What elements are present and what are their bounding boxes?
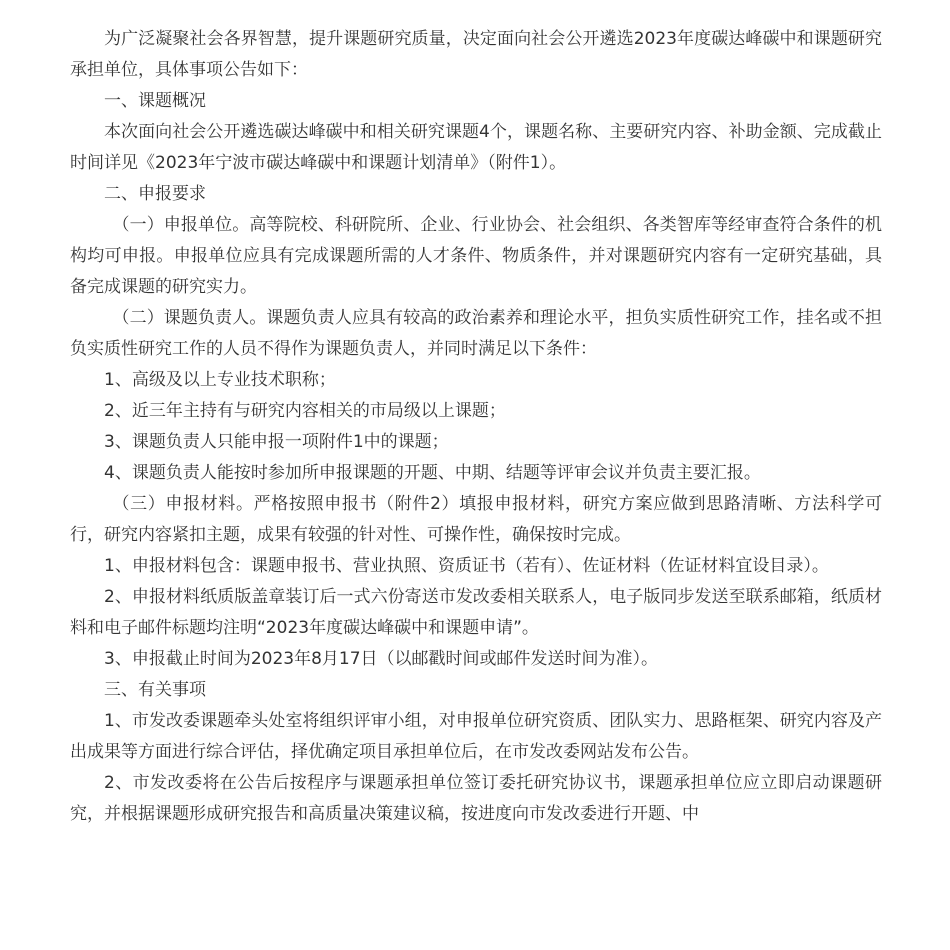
requirement-applicant-unit: （一）申报单位。高等院校、科研院所、企业、行业协会、社会组织、各类智库等经审查符合条件的机构均可申报。申报单位应具有完成课题所需的人才条件、物质条件，并对课题研究内容有一定研究基础，具备完成课题的研究实力。 — [70, 215, 882, 297]
leader-condition-4: 4、课题负责人能按时参加所申报课题的开题、中期、结题等评审会议并负责主要汇报。 — [104, 463, 761, 483]
materials-item-2: 2、申报材料纸质版盖章装订后一式六份寄送市发改委相关联系人，电子版同步发送至联系邮箱，纸质材料和电子邮件标题均注明“2023年度碳达峰碳中和课题申请”。 — [70, 587, 882, 638]
leader-condition-1: 1、高级及以上专业技术职称； — [104, 370, 336, 390]
intro-paragraph: 为广泛凝聚社会各界智慧，提升课题研究质量，决定面向社会公开遴选2023年度碳达峰碳中和课题研究承担单位，具体事项公告如下： — [70, 29, 882, 80]
section-heading-matters: 三、有关事项 — [104, 680, 206, 700]
materials-item-3: 3、申报截止时间为2023年8月17日（以邮戳时间或邮件发送时间为准）。 — [104, 649, 659, 669]
announcement-body — [70, 24, 882, 830]
leader-condition-3: 3、课题负责人只能申报一项附件1中的课题； — [104, 432, 449, 452]
leader-condition-2: 2、近三年主持有与研究内容相关的市局级以上课题； — [104, 401, 506, 421]
requirement-materials: （三）申报材料。严格按照申报书（附件2）填报申报材料，研究方案应做到思路清晰、方法科学可行，研究内容紧扣主题，成果有较强的针对性、可操作性，确保按时完成。 — [70, 494, 882, 545]
materials-item-1: 1、申报材料包含：课题申报书、营业执照、资质证书（若有）、佐证材料（佐证材料宜设目录）。 — [104, 556, 829, 576]
matters-item-2: 2、市发改委将在公告后按程序与课题承担单位签订委托研究协议书，课题承担单位应立即启动课题研究，并根据课题形成研究报告和高质量决策建议稿，按进度向市发改委进行开题、中 — [70, 773, 882, 824]
requirement-project-leader: （二）课题负责人。课题负责人应具有较高的政治素养和理论水平，担负实质性研究工作，挂名或不担负实质性研究工作的人员不得作为课题负责人，并同时满足以下条件： — [70, 308, 882, 359]
overview-paragraph: 本次面向社会公开遴选碳达峰碳中和相关研究课题4个，课题名称、主要研究内容、补助金额、完成截止时间详见《2023年宁波市碳达峰碳中和课题计划清单》（附件1）。 — [70, 122, 882, 173]
section-heading-requirements: 二、申报要求 — [104, 184, 206, 204]
matters-item-1: 1、市发改委课题牵头处室将组织评审小组，对申报单位研究资质、团队实力、思路框架、研究内容及产出成果等方面进行综合评估，择优确定项目承担单位后，在市发改委网站发布公告。 — [70, 711, 882, 762]
section-heading-overview: 一、课题概况 — [104, 91, 206, 111]
